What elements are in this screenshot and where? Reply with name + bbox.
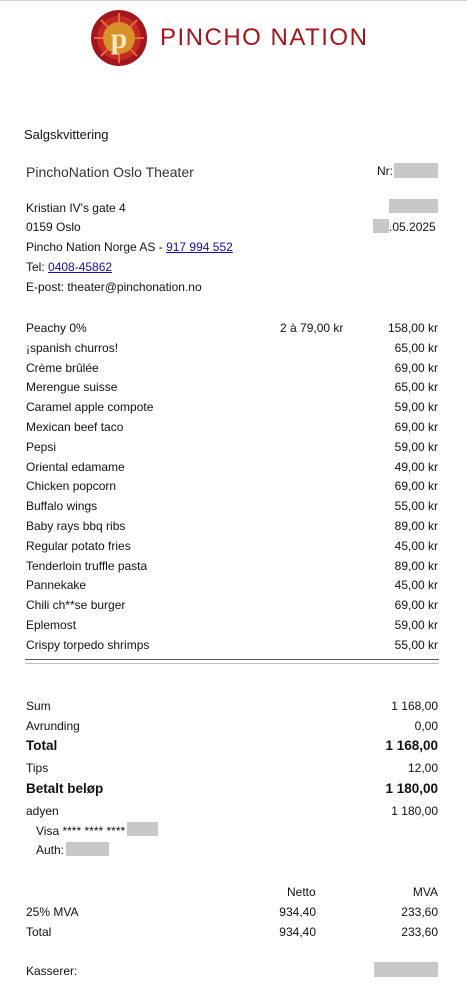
receipt-number-label: Nr: [377,164,393,178]
vat-total-mva: 233,60 [401,925,438,939]
redacted-time [389,199,438,213]
company-line [26,240,233,254]
store-name: PinchoNation Oslo Theater [26,164,194,180]
item-amount: 69,00 kr [394,598,438,612]
vat-row-mva: 233,60 [401,905,438,919]
store-address: Kristian IV's gate 4 [26,201,126,215]
phone-label: Tel: [26,260,49,274]
redacted-auth-code [66,842,109,856]
sum-value: 1 168,00 [391,699,438,713]
top-border [0,0,467,1]
item-amount: 45,00 kr [394,539,438,553]
vat-mva-header: MVA [412,885,438,899]
item-name: Chili ch**se burger [26,598,126,612]
item-separator [25,659,439,660]
item-name: Crispy torpedo shrimps [26,638,150,652]
sum-label: Sum [26,699,51,713]
payment-provider-amount: 1 180,00 [391,804,438,818]
store-email: E-post: theater@pinchonation.no [26,280,202,294]
brand-logo [90,8,368,68]
item-amount: 45,00 kr [394,578,438,592]
item-name: Chicken popcorn [26,479,117,493]
item-amount: 59,00 kr [394,618,438,632]
item-amount: 69,00 kr [394,361,438,375]
phone-line [26,260,112,274]
item-amount: 65,00 kr [394,380,438,394]
item-amount: 65,00 kr [394,341,438,355]
card-number: Visa **** **** **** [36,824,126,838]
tips-label: Tips [26,761,49,775]
paid-value: 1 180,00 [385,781,438,796]
redacted-date-day [373,219,389,233]
cashier-label: Kasserer: [26,964,78,978]
item-amount: 89,00 kr [394,519,438,533]
item-name: Crème brûlée [26,361,99,375]
payment-provider: adyen [26,804,59,818]
item-name: Peachy 0% [26,321,87,335]
svg-text:p: p [110,22,128,55]
item-amount: 55,00 kr [394,638,438,652]
pincho-logo-icon [90,9,148,67]
item-quantity: 2 à 79,00 kr [280,321,344,335]
vat-netto-header: Netto [287,885,316,899]
item-name: Tenderloin truffle pasta [26,559,148,573]
item-amount: 69,00 kr [394,479,438,493]
rounding-value: 0,00 [414,719,438,733]
total-value: 1 168,00 [385,738,438,753]
item-name: Regular potato fries [26,539,131,553]
paid-label: Betalt beløp [26,781,104,796]
item-name: Pepsi [26,440,57,454]
auth-label: Auth: [36,843,65,857]
item-name: Merengue suisse [26,380,118,394]
brand-name: PINCHO NATION [160,24,369,51]
item-name: Pannekake [26,578,87,592]
company-name: Pincho Nation Norge AS - [26,240,167,254]
item-amount: 69,00 kr [394,420,438,434]
item-name: ¡spanish churros! [26,341,119,355]
item-name: Oriental edamame [26,460,125,474]
item-amount: 89,00 kr [394,559,438,573]
vat-row-netto: 934,40 [279,905,316,919]
item-amount: 158,00 kr [387,321,438,335]
org-number-link[interactable]: 917 994 552 [166,240,233,254]
item-name: Caramel apple compote [26,400,154,414]
vat-total-netto: 934,40 [279,925,316,939]
receipt-title: Salgskvittering [24,127,109,142]
item-amount: 49,00 kr [394,460,438,474]
vat-row-label: 25% MVA [26,905,79,919]
tips-value: 12,00 [407,761,438,775]
item-amount: 59,00 kr [394,440,438,454]
rounding-label: Avrunding [26,719,80,733]
item-amount: 55,00 kr [394,499,438,513]
store-postal: 0159 Oslo [26,220,81,234]
item-name: Buffalo wings [26,499,98,513]
item-name: Baby rays bbq ribs [26,519,126,533]
redacted-receipt-number [394,163,438,178]
item-separator-shadow [25,663,439,664]
vat-total-label: Total [26,925,52,939]
item-name: Mexican beef taco [26,420,124,434]
item-amount: 59,00 kr [394,400,438,414]
redacted-cashier-name [374,962,438,977]
receipt-date: .05.2025 [389,220,436,234]
item-name: Eplemost [26,618,77,632]
redacted-card-digits [127,822,158,836]
phone-link[interactable]: 0408-45862 [48,260,113,274]
total-label: Total [26,738,58,753]
